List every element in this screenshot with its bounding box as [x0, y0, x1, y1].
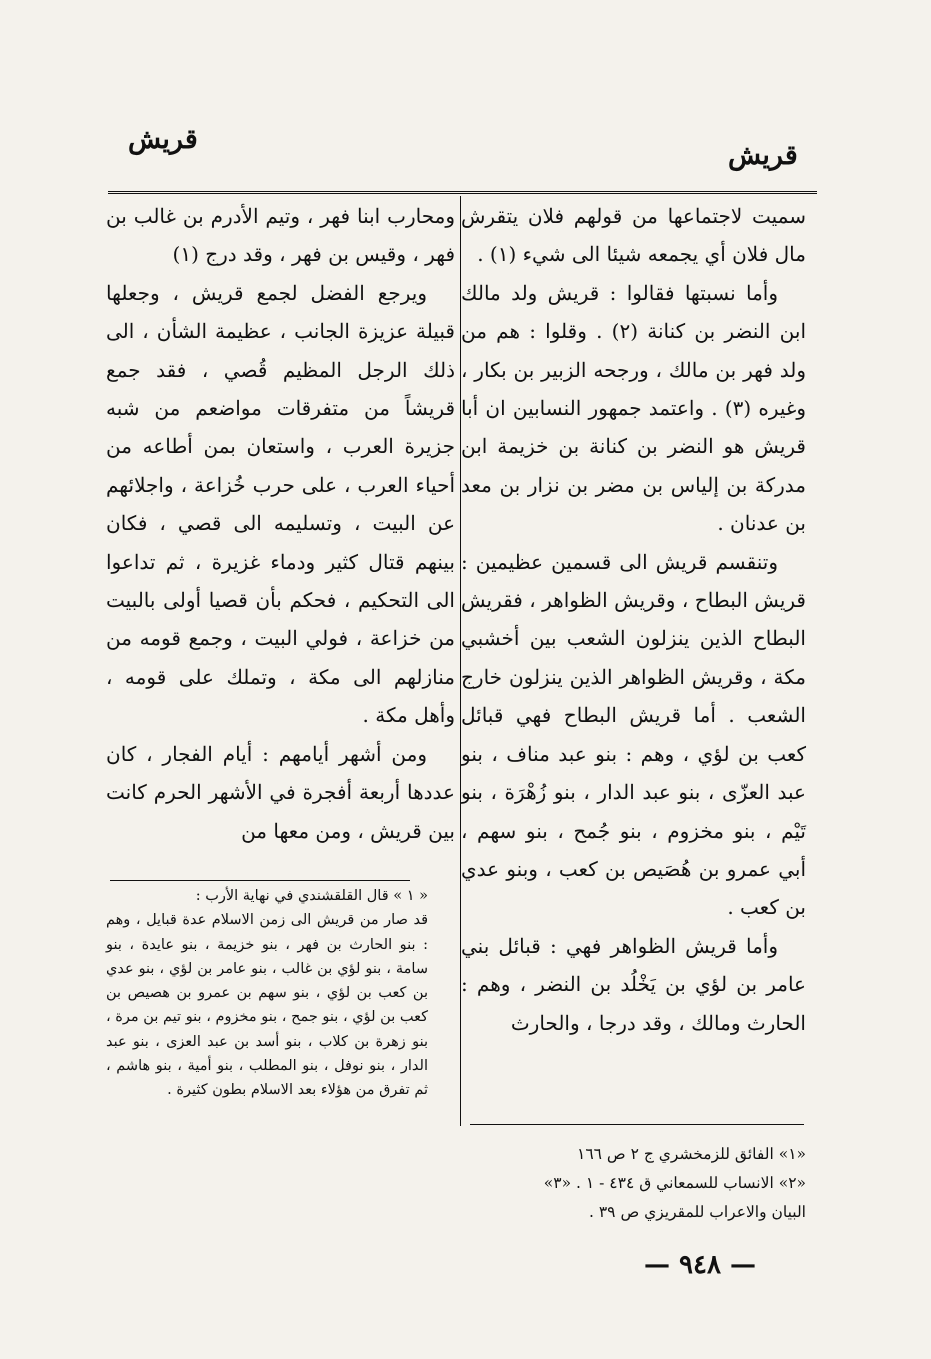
footnote-rule-left — [110, 880, 410, 881]
footnote-line: «١» الفائق للزمخشري ج ٢ ص ١٦٦ — [577, 1145, 806, 1163]
paragraph: ومحارب ابنا فهر ، وتيم الأدرم بن غالب بن فهر ، وقيس بن فهر ، وقد درج (١) — [106, 204, 455, 267]
footnote-body: قد صار من قريش الى زمن الاسلام عدة قبايل ، وهم : بنو الحارث بن فهر ، بنو خزيمة ، بنو عايدة ، بنو سامة ، بنو لؤي بن غالب ، بنو عامر بن لؤي ، بنو عدي بن كعب بن لؤي ، بنو سهم بن عمرو بن هصيص بن كعب بن لؤي ، بنو جمح ، بنو مخزوم ، بنو تيم بن مرة ، بنو زهرة بن كلاب ، بنو أسد بن عبد العزى ، بنو عبد الدار ، بنو نوفل ، بنو المطلب ، بنو أمية ، بنو هاشم ، ثم تفرق من هؤلاء بعد الاسلام بطون كثيرة . — [106, 912, 428, 1099]
paragraph: ومن أشهر أيامهم : أيام الفجار ، كان عددها أربعة أفجرة في الأشهر الحرم كانت بين قريش ، ومن معها من — [106, 741, 455, 843]
page-number: — ٩٤٨ — — [643, 1250, 757, 1280]
footnote-rule-right — [470, 1124, 804, 1125]
paragraph: وتنقسم قريش الى قسمين عظيمين : قريش البطاح ، وقريش الظواهر ، فقريش البطاح الذين ينزلون الشعب بين أخشبي مكة ، وقريش الظواهر الذين ينزلون خارج الشعب . أما قريش البطاح فهي قبائل كعب بن لؤي ، وهم : بنو عبد مناف ، بنو عبد العزّى ، بنو عبد الدار ، بنو زُهْرَة ، بنو تَيْم ، بنو مخزوم ، بنو جُمح ، بنو سهم ، أبي عمرو بن هُصَيص بن كعب ، وبنو عدي بن كعب . — [461, 549, 806, 920]
footnote-line: البيان والاعراب للمقريزي ص ٣٩ . — [589, 1203, 806, 1221]
paragraph: وأما قريش الظواهر فهي : قبائل بني عامر بن لؤي بن يَخْلُد بن النضر ، وهم : الحارث ومالك ، وقد درجا ، والحارث — [461, 933, 806, 1035]
left-column — [106, 197, 455, 850]
footnotes-right — [440, 1140, 806, 1227]
footnote-line: «٢» الانساب للسمعاني ق ٤٣٤ - ١ . «٣» — [543, 1174, 806, 1192]
footnote-heading: « ١ » قال القلقشندي في نهاية الأرب : — [195, 888, 428, 904]
paragraph: سميت لاجتماعها من قولهم فلان يتقرش مال فلان أي يجمعه شيئا الى شيء (١) . — [461, 204, 806, 267]
footnotes-left — [106, 884, 428, 1103]
running-header-left: قريش — [128, 124, 198, 155]
header-rule — [108, 191, 817, 194]
paragraph: ويرجع الفضل لجمع قريش ، وجعلها قبيلة عزيزة الجانب ، عظيمة الشأن ، الى ذلك الرجل المظيم قُصي ، فقد جمع قريشاً من متفرقات مواضعم من شبه جزيرة العرب ، واستعان بمن أطاعه من أحياء العرب ، على حرب خُزاعة ، واجلائهم عن البيت ، وتسليمه الى قصي ، فكان بينهم قتال كثير ودماء غزيرة ، ثم تداعوا الى التحكيم ، فحكم بأن قصيا أولى بالبيت من خزاعة ، فولي البيت ، وجمع قومه من منازلهم الى مكة ، وتملك على قومه ، وأهل مكة . — [106, 280, 455, 728]
right-column — [461, 197, 806, 1042]
paragraph: وأما نسبتها فقالوا : قريش ولد مالك ابن النضر بن كنانة (٢) . وقلوا : هم من ولد فهر بن مالك ، ورجحه الزبير بن بكار ، وغيره (٣) . واعتمد جمهور النسابين ان أبا قريش هو النضر بن كنانة بن خزيمة ابن مدركة بن إلياس بن مضر بن نزار بن معد بن عدنان . — [461, 280, 807, 536]
running-header-right: قريش — [728, 140, 798, 171]
